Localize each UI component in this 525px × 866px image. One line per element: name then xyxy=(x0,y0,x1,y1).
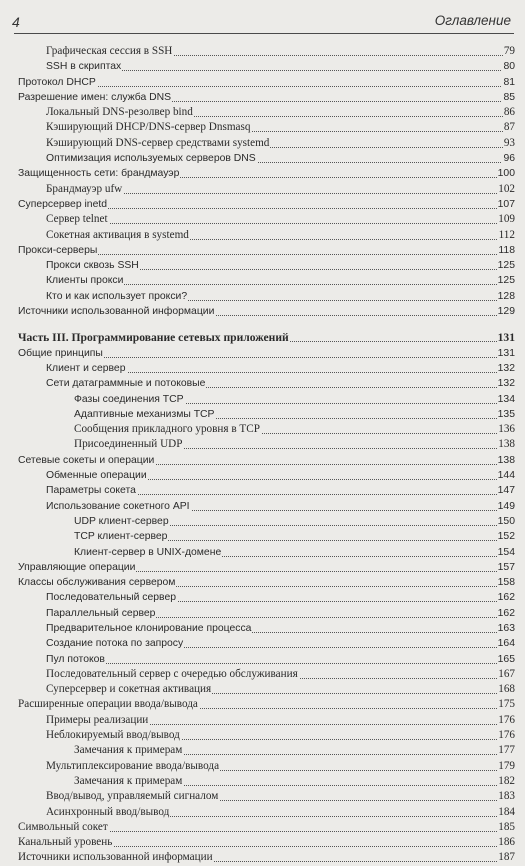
toc-entry xyxy=(0,166,525,181)
toc-entry xyxy=(0,682,525,697)
toc-entry xyxy=(0,667,525,682)
toc-entry xyxy=(0,120,525,135)
toc-entry-title: Разрешение имен: служба DNS xyxy=(18,90,172,105)
toc-entry xyxy=(0,636,525,651)
toc-entry xyxy=(0,75,525,90)
toc-entry-page: 184 xyxy=(497,805,515,820)
toc-entry-page: 162 xyxy=(497,606,515,621)
toc-entry-page: 163 xyxy=(497,621,515,636)
toc-entry xyxy=(0,151,525,166)
toc-entry-title: Примеры реализации xyxy=(46,713,149,728)
toc-entry-title: Сообщения прикладного уровня в TCP xyxy=(74,422,261,437)
toc-entry-page: 134 xyxy=(497,392,515,407)
toc-entry-title: Асинхронный ввод/вывод xyxy=(46,805,170,820)
toc-entry-page: 135 xyxy=(497,407,515,422)
toc-entry xyxy=(0,713,525,728)
toc-entry-title: UDP клиент-сервер xyxy=(74,514,170,529)
toc-entry-page: 118 xyxy=(497,243,515,258)
toc-entry-title: Классы обслуживания сервером xyxy=(18,575,176,590)
toc-entry-page: 185 xyxy=(497,820,515,835)
toc-entry-title: Оптимизация используемых серверов DNS xyxy=(46,151,257,166)
toc-entry-title: Мультиплексирование ввода/вывода xyxy=(46,759,220,774)
toc-entry-page: 158 xyxy=(497,575,515,590)
toc-entry-title: Графическая сессия в SSH xyxy=(46,44,173,59)
toc-entry-page: 168 xyxy=(497,682,515,697)
toc-entry-page: 149 xyxy=(497,499,515,514)
toc-entry-title: Сервер telnet xyxy=(46,212,109,227)
toc-entry xyxy=(0,697,525,712)
toc-entry-title: Прокси-серверы xyxy=(18,243,98,258)
toc-entry-page: 132 xyxy=(497,361,515,376)
toc-entry-title: Использование сокетного API xyxy=(46,499,191,514)
toc-entry-title: Кэширующий DHCP/DNS-сервер Dnsmasq xyxy=(46,120,251,135)
toc-entry xyxy=(0,304,525,319)
toc-entry-title: Суперсервер и сокетная активация xyxy=(46,682,212,697)
toc-entry-title: Клиенты прокси xyxy=(46,273,124,288)
toc-entry-page: 147 xyxy=(497,483,515,498)
toc-entry-title: Неблокируемый ввод/вывод xyxy=(46,728,181,743)
toc-entry-page: 112 xyxy=(498,228,515,243)
toc-entry xyxy=(0,105,525,120)
toc-entry xyxy=(0,652,525,667)
toc-entry-title: Брандмауэр ufw xyxy=(46,182,123,197)
toc-entry xyxy=(0,820,525,835)
toc-entry-page: 182 xyxy=(497,774,515,789)
toc-entry-title: Источники использованной информации xyxy=(18,850,214,865)
toc-entry-title: Канальный уровень xyxy=(18,835,113,850)
toc-entry xyxy=(0,499,525,514)
toc-entry-title: Общие принципы xyxy=(18,346,104,361)
toc-entry xyxy=(0,182,525,197)
toc-entry-page: 136 xyxy=(497,422,515,437)
toc-entry-title: TCP клиент-сервер xyxy=(74,529,168,544)
toc-entry xyxy=(0,835,525,850)
toc-entry xyxy=(0,483,525,498)
toc-entry xyxy=(0,728,525,743)
toc-entry-page: 154 xyxy=(497,545,515,560)
toc-entry-page: 86 xyxy=(503,105,515,120)
toc-entry-page: 131 xyxy=(497,331,515,345)
toc-entry xyxy=(0,346,525,361)
toc-entry-page: 81 xyxy=(502,75,515,90)
toc-entry xyxy=(0,575,525,590)
toc-entry xyxy=(0,212,525,227)
toc-entry-title: Источники использованной информации xyxy=(18,304,215,319)
toc-entry xyxy=(0,243,525,258)
toc-entry-page: 162 xyxy=(497,590,515,605)
toc-entry-page: 79 xyxy=(503,44,515,59)
toc-entry-title: Присоединенный UDP xyxy=(74,437,183,452)
toc-entry-title: Символьный сокет xyxy=(18,820,109,835)
toc-entry-title: Расширенные операции ввода/вывода xyxy=(18,697,199,712)
header-rule xyxy=(14,33,514,34)
toc-entry xyxy=(0,789,525,804)
toc-entry xyxy=(0,453,525,468)
toc-entry-page: 175 xyxy=(497,697,515,712)
toc-entry-title: Сети датаграммные и потоковые xyxy=(46,376,206,391)
toc-entry xyxy=(0,805,525,820)
toc-entry xyxy=(0,197,525,212)
toc-entry-page: 138 xyxy=(497,437,515,452)
toc-entry xyxy=(0,289,525,304)
toc-entry-title: Клиент-сервер в UNIX-домене xyxy=(74,545,222,560)
toc-entry-title: Клиент и сервер xyxy=(46,361,127,376)
toc-entry-title: Адаптивные механизмы TCP xyxy=(74,407,216,422)
toc-entry-title: Пул потоков xyxy=(46,652,106,667)
toc-entry-title: Часть III. Программирование сетевых приложений xyxy=(18,331,289,345)
toc-entry-page: 177 xyxy=(497,743,515,758)
toc-entry-page: 176 xyxy=(497,728,515,743)
toc-entry xyxy=(0,437,525,452)
toc-entry-title: Кэширующий DNS-сервер средствами systemd xyxy=(46,136,270,151)
dot-leader xyxy=(46,222,515,224)
toc-entry xyxy=(0,90,525,105)
toc-entry-page: 129 xyxy=(497,304,515,319)
toc-entry-page: 157 xyxy=(497,560,515,575)
toc-entry-title: Замечания к примерам xyxy=(74,774,183,789)
toc-entry-page: 93 xyxy=(503,136,515,151)
toc-entry-page: 100 xyxy=(497,166,515,181)
running-title: Оглавление xyxy=(434,13,511,28)
toc-entry-page: 152 xyxy=(497,529,515,544)
toc-entry-title: Управляющие операции xyxy=(18,560,136,575)
page-number: 4 xyxy=(12,14,20,30)
toc-entry xyxy=(0,422,525,437)
toc-entry xyxy=(0,759,525,774)
toc-entry-page: 167 xyxy=(497,667,515,682)
toc-entry xyxy=(0,545,525,560)
toc-entry-title: Параллельный сервер xyxy=(46,606,156,621)
toc-entry-title: Создание потока по запросу xyxy=(46,636,184,651)
toc-entry-page: 165 xyxy=(497,652,515,667)
toc-entry xyxy=(0,258,525,273)
dot-leader xyxy=(46,662,515,664)
toc-entry-title: Предварительное клонирование процесса xyxy=(46,621,252,636)
toc-entry-page: 128 xyxy=(497,289,515,304)
toc-entry xyxy=(0,44,525,59)
toc-entry-page: 150 xyxy=(497,514,515,529)
toc-entry-title: Суперсервер inetd xyxy=(18,197,108,212)
toc-entry xyxy=(0,774,525,789)
toc-entry xyxy=(0,59,525,74)
toc-entry-title: Сетевые сокеты и операции xyxy=(18,453,155,468)
toc-entry-title: Локальный DNS-резолвер bind xyxy=(46,105,194,120)
toc-entry-title: Фазы соединения TCP xyxy=(74,392,185,407)
toc-entry-title: Сокетная активация в systemd xyxy=(46,228,190,243)
toc-entry xyxy=(0,376,525,391)
toc-entry-page: 176 xyxy=(497,713,515,728)
toc-entry-title: Последовательный сервер с очередью обслуживания xyxy=(46,667,299,682)
toc-entry xyxy=(0,407,525,422)
toc-entry-title: Параметры сокета xyxy=(46,483,137,498)
toc-entry-page: 164 xyxy=(497,636,515,651)
toc-entry-page: 87 xyxy=(503,120,515,135)
toc-entry-page: 107 xyxy=(497,197,515,212)
toc-entry xyxy=(0,621,525,636)
toc-entry-page: 138 xyxy=(497,453,515,468)
toc-entry-page: 144 xyxy=(497,468,515,483)
toc-entry xyxy=(0,273,525,288)
toc-entry-page: 187 xyxy=(497,850,515,865)
toc-entry-title: Прокси сквозь SSH xyxy=(46,258,140,273)
toc-entry xyxy=(0,743,525,758)
toc-entry xyxy=(0,590,525,605)
toc-entry-page: 125 xyxy=(497,258,515,273)
toc-entry-title: Обменные операции xyxy=(46,468,148,483)
toc-entry xyxy=(0,850,525,865)
toc-entry-page: 102 xyxy=(497,182,515,197)
toc-entry xyxy=(0,361,525,376)
toc-entry xyxy=(0,514,525,529)
toc-part-heading xyxy=(0,330,525,345)
toc-entry-page: 80 xyxy=(502,59,515,74)
toc-entry xyxy=(0,136,525,151)
toc-entry-page: 132 xyxy=(497,376,515,391)
toc-entry xyxy=(0,392,525,407)
toc-entry-title: Ввод/вывод, управляемый сигналом xyxy=(46,789,219,804)
toc-entry-page: 179 xyxy=(497,759,515,774)
toc-entry-title: Кто и как использует прокси? xyxy=(46,289,188,304)
toc-entry-page: 125 xyxy=(497,273,515,288)
toc-entry-page: 131 xyxy=(497,346,515,361)
toc-entry-page: 109 xyxy=(497,212,515,227)
toc-entry xyxy=(0,228,525,243)
toc-entry xyxy=(0,529,525,544)
toc-entry-page: 96 xyxy=(502,151,515,166)
toc-entry xyxy=(0,468,525,483)
toc-entry-page: 183 xyxy=(497,789,515,804)
toc-entry-title: SSH в скриптах xyxy=(46,59,122,74)
toc-entry-title: Защищенность сети: брандмауэр xyxy=(18,166,180,181)
toc-entry xyxy=(0,560,525,575)
table-of-contents xyxy=(0,44,525,866)
toc-entry-page: 186 xyxy=(497,835,515,850)
toc-entry-title: Протокол DHCP xyxy=(18,75,97,90)
toc-entry xyxy=(0,606,525,621)
toc-entry-title: Последовательный сервер xyxy=(46,590,177,605)
toc-entry-title: Замечания к примерам xyxy=(74,743,183,758)
page-header xyxy=(0,0,525,36)
toc-entry-page: 85 xyxy=(502,90,515,105)
